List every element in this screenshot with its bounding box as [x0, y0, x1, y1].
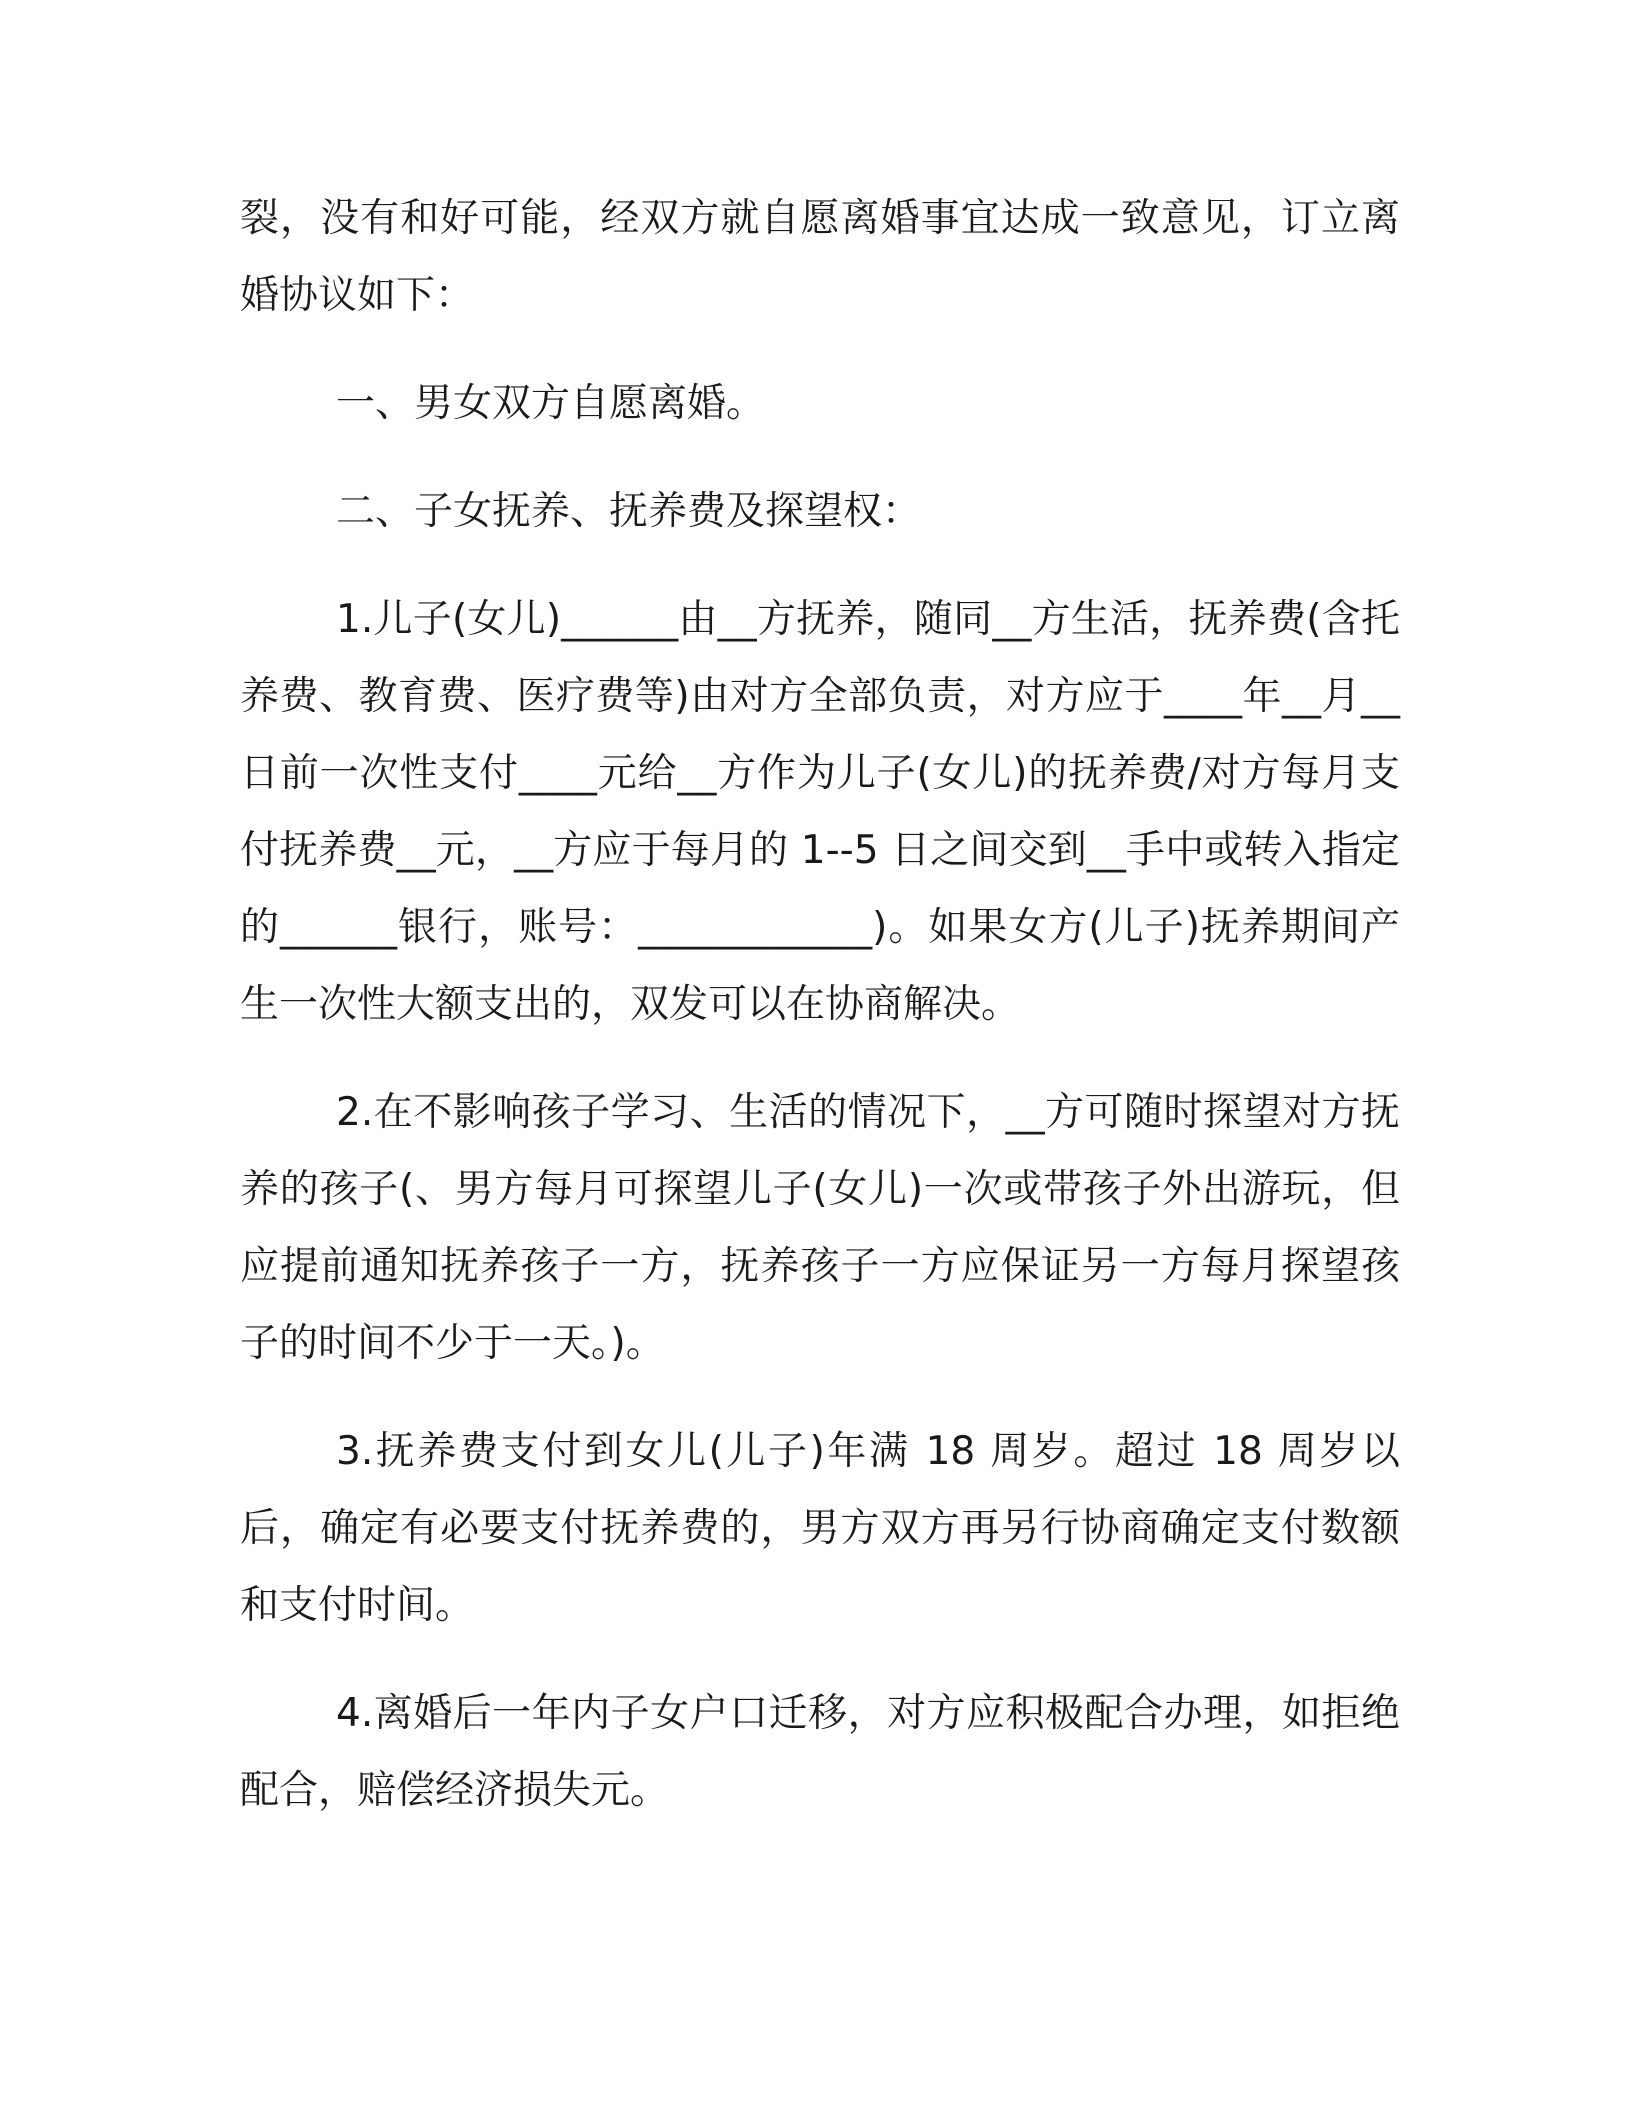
paragraph-clause-1: 一、男女双方自愿离婚。 — [336, 381, 766, 426]
paragraph-clause-2-title: 二、子女抚养、抚养费及探望权： — [336, 489, 922, 534]
paragraph-intro: 裂，没有和好可能，经双方就自愿离婚事宜达成一致意见，订立离婚协议如下： — [240, 196, 1400, 318]
paragraph-item-2: 2.在不影响孩子学习、生活的情况下，__方可随时探望对方抚养的孩子(、男方每月可探望儿子(女儿)一次或带孩子外出游玩，但应提前通知抚养孩子一方，抚养孩子一方应保证另一方每月探望孩子的时间不少于一天。)。 — [240, 1090, 1400, 1366]
paragraph-item-4: 4.离婚后一年内子女户口迁移，对方应积极配合办理，如拒绝配合，赔偿经济损失元。 — [240, 1691, 1400, 1813]
paragraph-item-1: 1.儿子(女儿)______由__方抚养，随同__方生活，抚养费(含托养费、教育费、医疗费等)由对方全部负责，对方应于____年__月__日前一次性支付____元给__方作为儿子(女儿)的抚养费/对方每月支付抚养费__元，__方应于每月的 1--5 日之间交到__手中或转入指定的______银行，账号：____________)。如果女方(儿子)抚养期间产生一次性大额支出的，双发可以在协商解决。 — [240, 597, 1400, 1027]
document-body — [240, 180, 1400, 1860]
paragraph-item-3: 3.抚养费支付到女儿(儿子)年满 18 周岁。超过 18 周岁以后，确定有必要支付抚养费的，男方双方再另行协商确定支付数额和支付时间。 — [240, 1429, 1400, 1628]
